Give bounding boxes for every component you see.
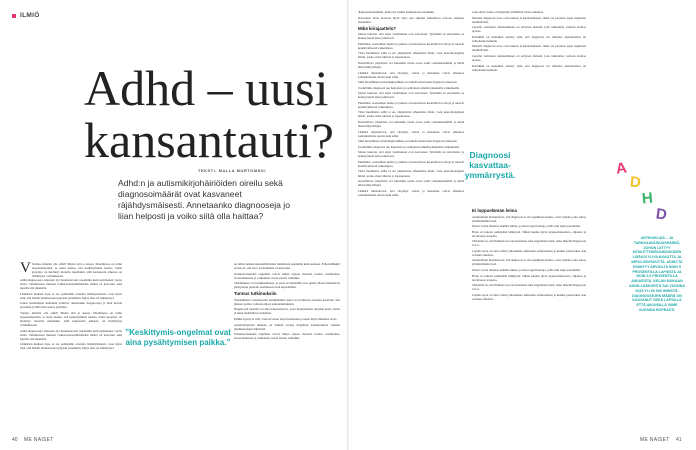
col3-para: Useimmille diagnoosi tuo helpotusta ja selityksen pitkään jatkuneille vaikeuksille. [358,85,460,90]
col3-para: diagnosoikaisimmin, mutta nyt kaikki tunnistetaan paremmin. [358,10,435,14]
body-column-4-top [472,10,586,158]
col1-para: Voisiko minulla olla adhd? Mietin sitä jo kauan. Maailmasta on tullut nopeatempoinen, ja usein tuntuu, että keskittyminen karkaa. Sama kysymys on herännyt monella muullakin, sillä keskustelu aiheesta on lisääntynyt voimakkaasti. [31,262,122,279]
col4-para: Oireet voivat muuttua elämän aikana, ja moni oppii keinoja, joilla arki sujuu paremmin. [472,268,581,273]
section-marker [12,14,16,18]
col4-para: Hoito ei tarkoita pelkästään lääkitystä. Siihen kuuluu myös psykoedukaatiota, ohjausta ja tarvittaessa terapiaa. [472,229,586,238]
col2-para: on tullut tarkkaavaisuushäiriöiden tutkimusta enemmän kuin koskaan. Erikoislääkärit arvioivat, että tarve arvioinneille on kasvanut. [234,262,340,271]
headline-line-2: kansantauti? [84,112,334,168]
col2-para: Asiantuntijoiden mukaan on tärkeää erottaa tilapäinen keskittymisen vaikeus pitkäkestoisesta häiriöstä. [234,322,340,331]
col4-para: Oireet voivat muuttua elämän aikana, ja moni oppii keinoja, joilla arki sujuu paremmin. [472,224,581,229]
footer-left-magazine: ME NAISET [24,437,54,443]
col4-para: Asiantuntijat muistuttavat, että diagnoosi ei ole lopullinen tuomio, vaan työkalu, joka auttaa ymmärtämään itseä. [472,258,586,267]
col4-para: Kritiikkiä on kuitenkin esitetty siitä, että diagnoosi voi muuttua identiteetiksi tai selitykseksi kaikelle. [472,34,586,43]
col2-subheading: Tunnus tutkimuksiin [234,291,277,297]
col2-para: Tutkimukset ovat ruuhkautuneet, ja jonot arviointeihin ovat pitkiä. Monet hakeutuvat yksityiselle puolelle saadakseen avun nopeammin. [234,281,340,290]
drop-cap: V [20,262,31,276]
col2-para: Tarkkaavaisuuden ongelmat voivat näkyä arjessa monella tavalla: unohteluna, levottomuutena ja vaikeutena saada asioita valmiiksi. [234,332,340,341]
col2-para: Diagnoosin taustalla on aina kokonaisarvio, jossa huomioidaan oireiden kesto, haitta ja muut mahdolliset selitykset. [234,307,340,316]
col1-para: Voisiko minulla olla adhd? Mietin sitä jo kauan. Maailmasta on tullut nopeatempoinen, ja usein tuntuu, että keskittyminen karkaa. Sama kysymys on herännyt monella muullakin, sillä keskustelu aiheesta on lisääntynyt voimakkaasti. [20,311,122,328]
col2-para: Pelkkä kysely ei riitä, vaan tarvitaan laaja haastattelu ja usein myös läheisten arvio. [234,316,338,321]
body-column-2 [234,262,340,438]
col3-para: Useimmille diagnoosi tuo helpotusta ja selityksen pitkään jatkuneille vaikeuksille. [358,144,460,149]
col4-para: Lopulta kyse on siitä, miten yhteiskunta suhtautuu erilaisuuteen ja kuinka joustavaksi arki voidaan rakentaa. [472,292,586,301]
col3-para: Tästä huolimatta adhd ei ole ympäristön aiheuttama ilmiö, vaan neurobiologinen häiriö, jonka oireet alkavat jo lapsuudessa. [358,51,464,60]
sidebar-factbox: ARTIKKELIUS – JA TARKKAAVAISUUSHÄIRIÖ, JOHON LIITTYY KESKITTYMISVAIKEUKSIEN LISÄKSI YLIVILKKAUTTA JA IMPULSIIVISUUTTA. ADHD:TA ESIINTYY ARVIOLTA NOIN 5 PROSENTILLA LAPSISTA JA NOIN 2,5 PROSENTILLA AIKUISISTA. KELAN MUKAAN ADHD-LÄÄKKEITÄ SAI VUONNA 2023 YLI 60 000 IHMISTÄ. DIAGNOOSEJEN MÄÄRÄ ON KASVANUT SEKÄ LAPSILLA ETTÄ AIKUISILLA VIIME VUOSINA NOPEASTI. [629,236,685,312]
col3-para: Siksi huolellinen erotusdiagnostiikka on tärkeää ennen kuin diagnoosi annetaan. [358,80,458,85]
byline: TEKSTI: MALLA MURTOMÄKI [198,168,266,173]
col3-para: Lääkärit muistuttavat, että väsymys, stressi ja masennus voivat aiheuttaa samankaltaisia oireita kuin adhd. [358,129,464,138]
headline-line-1: Adhd – uusi [84,60,329,116]
body-column-3 [358,10,464,438]
col4-subheading: Ei loppuelämän leima [472,208,517,213]
col1-para: Lääkärien mukaan kyse ei ole pelkästään oireiden lisääntymisestä, vaan myös siitä, että häiriöt tunnistetaan nykyisin paremmin. Myös tieto on lisääntynyt. [20,291,122,300]
col3-para: Monet kokevat, että arjen vaatimukset ovat kasvaneet. Työelämä on pirstaleista ja keskeytyksiä tulee jatkuvasti. [358,32,464,41]
pull-quote-2: Diagnoosi kasvattaa-ymmärrystä. [464,150,516,180]
col1-para: Jotkut asiantuntijat kuitenkin pohtivat, annetaanko diagnooseja jo liian kevein perustein ja mitä siitä seuraa yksilölle. [20,301,122,310]
col3-para: Kuormittava ympäristö voi kuitenkin tuoda oireet esiin voimakkaammin ja tehdä niistä näkyvämpiä. [358,60,464,69]
col3-para: Tästä huolimatta adhd ei ole ympäristön aiheuttama ilmiö, vaan neurobiologinen häiriö, jonka oireet alkavat jo lapsuudessa. [358,169,464,178]
col4-para: Lapsilla varhainen tunnistaminen on erityisen tärkeää, jotta tukitoimet voidaan aloittaa ajoissa. [472,25,586,34]
section-label: ILMIÖ [20,12,40,19]
col3-para: Puhelimet, sosiaalinen media ja jatkuva tavoitettavuus kuormittavat aivoja ja tekevät keskittymisestä vaikeampaa. [358,159,464,168]
col4-para: vaan sitten avulla on helpompi ymmärtää omaa toimintaa. [472,10,544,14]
col2-para: Yleislääkärin vastaanotolla ensimmäinen askel on tavallisesti oireiden kartoitus. Sen jälkeen potilas voidaan ohjata jatkotutkimuksiin. [234,297,340,306]
col4-para: Tärkeintä on, että ihminen saa tarvitsemansa tuen riippumatta siitä, onko hänellä diagnoosia vai ei. [472,283,586,292]
col1-para: Adhd-diagnooseja annetaan nyt huomattavasti useammin kuin kymmenen vuotta sitten. Tutkimusten mukaan tarkkaavaisuushäiriöiden määrä on kasvanut sekä lapsilla että aikuisilla. [20,328,122,341]
footer-right-magazine: ME NAISET [640,437,670,443]
col4-para: Hoito ei tarkoita pelkästään lääkitystä. Siihen kuuluu myös psykoedukaatiota, ohjausta ja tarvittaessa terapiaa. [472,273,586,282]
body-column-4-bottom [472,206,586,438]
col3-para: Kuormittava ympäristö voi kuitenkin tuoda oireet esiin voimakkaammin ja tehdä niistä näkyvämpiä. [358,119,464,129]
page-gutter [347,0,349,450]
col3-para: Puhelimet, sosiaalinen media ja jatkuva tavoitettavuus kuormittavat aivoja ja tekevät keskittymisestä vaikeampaa. [358,100,464,109]
sidebar-letter-d-2: D [654,205,668,224]
body-column-1 [20,262,122,438]
col3-para: Kasvaneet luvut kertovat myös siitä, että aikuiset hakeutuvat arvioon aiempaa useammin. [358,15,464,24]
lead-paragraph: Adhd:n ja autismikirjohäiriöiden oireilu sekä diagnosoimäärät ovat kasvaneet räjähdysmäisesti. Annetaanko diagnooseja jo liian helposti ja voiko siitä olla haittaa? [118,178,290,221]
col3-para: Lääkärit muistuttavat, että väsymys, stressi ja masennus voivat aiheuttaa samankaltaisia oireita kuin adhd. [358,70,464,79]
col3-para: Siksi huolellinen erotusdiagnostiikka on tärkeää ennen kuin diagnoosi annetaan. [358,139,458,144]
col3-para: Monet kokevat, että arjen vaatimukset ovat kasvaneet. Työelämä on pirstaleista ja keskeytyksiä tulee jatkuvasti. [358,150,464,159]
col3-para: Puhelimet, sosiaalinen media ja jatkuva tavoitettavuus kuormittavat aivoja ja tekevät keskittymisestä vaikeampaa. [358,41,464,50]
headline [84,62,334,166]
col3-para: Tästä huolimatta adhd ei ole ympäristön aiheuttama ilmiö, vaan neurobiologinen häiriö, jonka oireet alkavat jo lapsuudessa. [358,110,464,119]
col4-para: Asiantuntijat muistuttavat, että diagnoosi ei ole lopullinen tuomio, vaan työkalu, joka auttaa ymmärtämään itseä. [472,214,586,223]
col3-para: Monet kokevat, että arjen vaatimukset ovat kasvaneet. Työelämä on pirstaleista ja keskeytyksiä tulee jatkuvasti. [358,91,464,100]
col4-para: Lapsilla varhainen tunnistaminen on erityisen tärkeää, jotta tukitoimet voidaan aloittaa ajoissa. [472,53,586,62]
col4-para: Lopulta kyse on siitä, miten yhteiskunta suhtautuu erilaisuuteen ja kuinka joustavaksi arki voidaan rakentaa. [472,248,586,257]
sidebar-letter-d: D [629,173,642,192]
col2-para: Tarkkaavaisuuden ongelmat voivat näkyä arjessa monella tavalla: unohteluna, levottomuutena ja vaikeutena saada asioita valmiiksi. [234,271,340,280]
col4-para: Kritiikkiä on kuitenkin esitetty siitä, että diagnoosi voi muuttua identiteetiksi tai selitykseksi kaikelle. [472,63,586,72]
footer-right-page-number: 41 [676,437,682,443]
col3-para: Lääkärit muistuttavat, että väsymys, stressi ja masennus voivat aiheuttaa samankaltaisia oireita kuin adhd. [358,188,464,197]
col3-para: Kuormittava ympäristö voi kuitenkin tuoda oireet esiin voimakkaammin ja tehdä niistä näkyvämpiä. [358,179,464,188]
col1-para: Lääkärien mukaan kyse ei ole pelkästään oireiden lisääntymisestä, vaan myös siitä, että häiriöt tunnistetaan nykyisin paremmin. Myös tieto on lisääntynyt. [20,342,122,351]
sidebar-letter-h: H [641,189,654,208]
col4-para: Tärkeintä on, että ihminen saa tarvitsemansa tuen riippumatta siitä, onko hänellä diagnoosia vai ei. [472,239,586,248]
footer-left-page-number: 40 [12,437,18,443]
col4-para: Monelle diagnoosi avaa oven tukeen ja kuntoutukseen, mikä voi parantaa arjen sujumista merkittävästi. [472,15,586,24]
sidebar-letter-a: A [614,159,628,178]
col4-para: Monelle diagnoosi avaa oven tukeen ja kuntoutukseen, mikä voi parantaa arjen sujumista merkittävästi. [472,44,586,53]
col1-para: Adhd-diagnooseja annetaan nyt huomattavasti useammin kuin kymmenen vuotta sitten. Tutkimusten mukaan tarkkaavaisuushäiriöiden määrä on kasvanut sekä lapsilla että aikuisilla. [20,278,122,291]
pull-quote: ”Keskittymis-ongelmat ovat aina pysähtymisen paikka.” [125,328,231,347]
col3-subheading: Mikä kiirajaattelu? [358,25,397,31]
